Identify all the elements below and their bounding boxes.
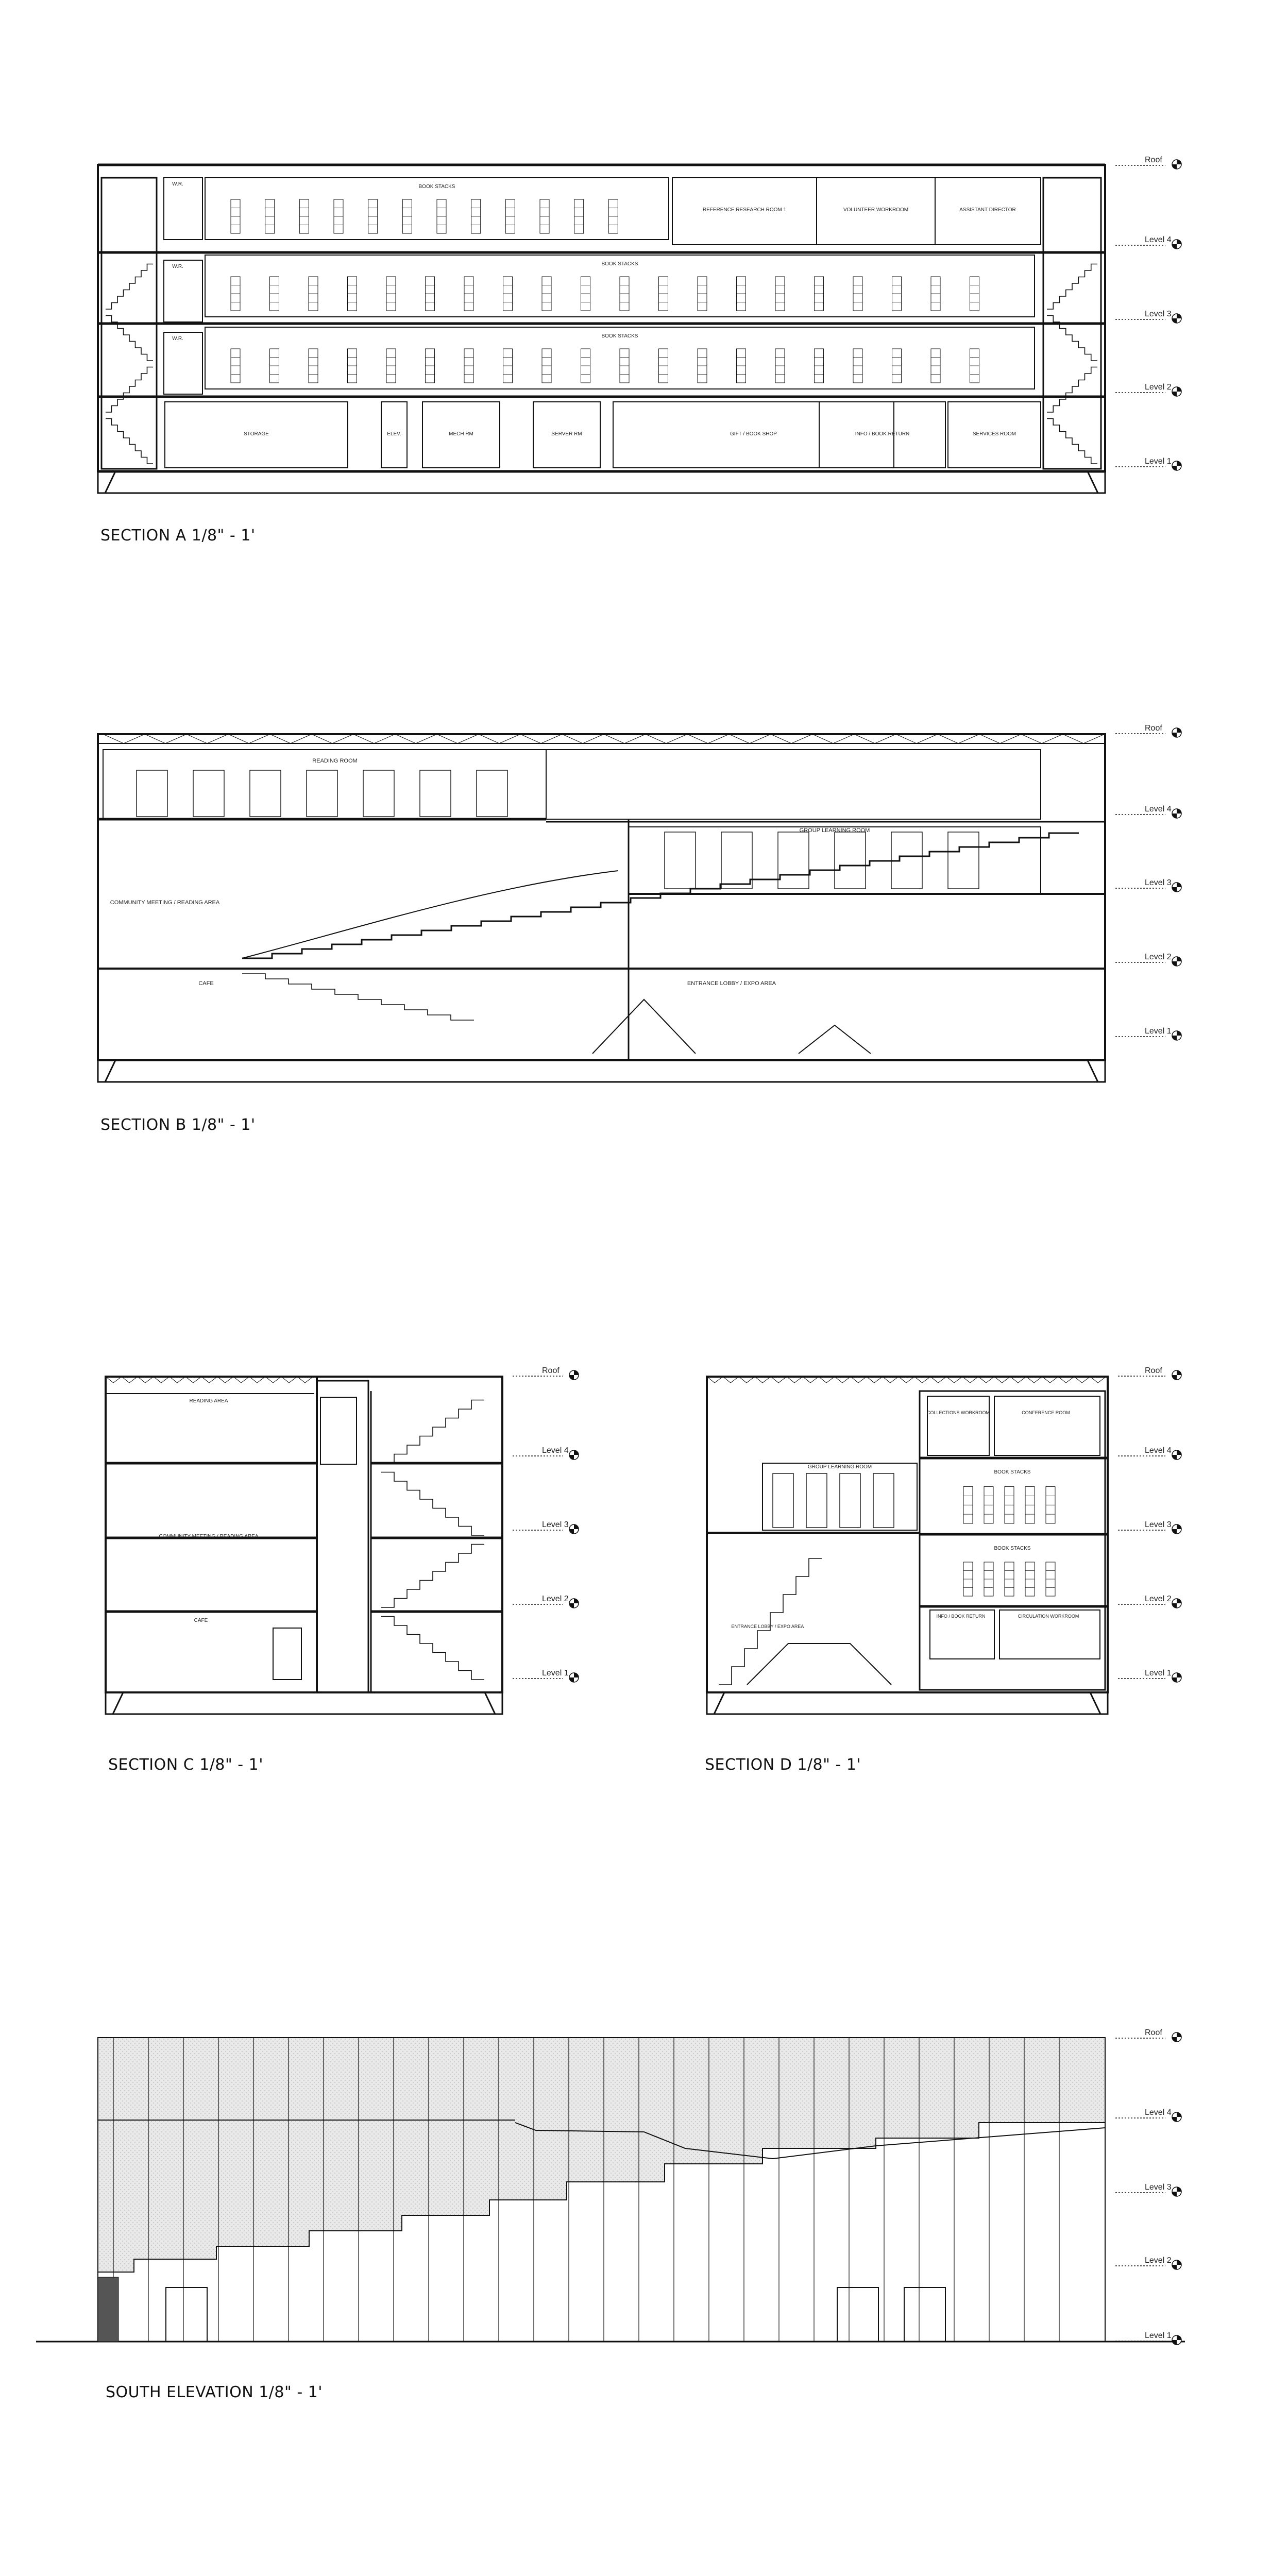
section-c-title: SECTION C 1/8" - 1' — [108, 1756, 264, 1774]
section-c-drawing — [106, 1377, 502, 1714]
level-label: Level 1 — [1145, 457, 1172, 466]
room-label: STORAGE — [244, 431, 269, 437]
wr-label: W.R. — [172, 264, 183, 269]
office-label: REFERENCE RESEARCH ROOM 1 — [702, 207, 787, 213]
level-marker-icon — [1172, 314, 1181, 323]
level-marker-icon — [1172, 2335, 1181, 2345]
level-marker-icon — [1172, 1673, 1181, 1682]
level-marker-icon — [1172, 957, 1181, 966]
section-d-levels — [1118, 1366, 1181, 1682]
section-a-title: SECTION A 1/8" - 1' — [100, 527, 256, 545]
level-marker-icon — [1172, 1031, 1181, 1040]
level-label: Level 3 — [542, 1520, 569, 1529]
level-label: Level 2 — [542, 1595, 569, 1603]
room-label: CONFERENCE ROOM — [1022, 1410, 1070, 1415]
level-label: Level 2 — [1145, 953, 1172, 961]
room-label: ENTRANCE LOBBY / EXPO AREA — [687, 980, 776, 987]
section-c-levels — [513, 1366, 579, 1682]
level-label: Level 4 — [1145, 805, 1172, 814]
level-marker-icon — [1172, 2032, 1181, 2042]
room-label: BOOK STACKS — [994, 1469, 1031, 1475]
level-label: Level 1 — [1145, 1027, 1172, 1036]
room-label: READING AREA — [189, 1398, 228, 1404]
room-label: GIFT / BOOK SHOP — [730, 431, 777, 437]
level-label: Level 2 — [1145, 1595, 1172, 1603]
book-stacks-label: BOOK STACKS — [418, 184, 455, 190]
room-label: COLLECTIONS WORKROOM — [926, 1410, 990, 1415]
level-marker-icon — [1172, 883, 1181, 892]
office-label: ASSISTANT DIRECTOR — [959, 207, 1016, 213]
level-label: Level 3 — [1145, 310, 1172, 318]
room-label: INFO / BOOK RETURN — [855, 431, 910, 437]
level-label: Level 4 — [1145, 1446, 1172, 1455]
level-marker-icon — [1172, 1450, 1181, 1460]
room-label: GROUP LEARNING ROOM — [807, 1464, 872, 1470]
office-label: VOLUNTEER WORKROOM — [843, 207, 909, 213]
level-marker-icon — [1172, 1599, 1181, 1608]
south-elevation-drawing — [36, 2038, 1185, 2342]
level-label: Level 4 — [542, 1446, 569, 1455]
room-label: SERVICES ROOM — [972, 431, 1016, 437]
room-label: CAFE — [198, 980, 214, 987]
room-label: COMMUNITY MEETING / READING AREA — [159, 1534, 259, 1539]
level-label: Level 2 — [1145, 383, 1172, 392]
room-label: CIRCULATION WORKROOM — [1018, 1614, 1079, 1619]
level-marker-icon — [1172, 728, 1181, 737]
room-label: SERVER RM — [551, 431, 582, 437]
section-b-title: SECTION B 1/8" - 1' — [100, 1116, 256, 1134]
level-label: Level 3 — [1145, 1520, 1172, 1529]
level-label: Roof — [1145, 724, 1162, 733]
level-label: Level 1 — [1145, 2331, 1172, 2340]
level-marker-icon — [569, 1673, 579, 1682]
level-marker-icon — [1172, 240, 1181, 249]
level-label: Level 2 — [1145, 2256, 1172, 2265]
level-marker-icon — [1172, 2187, 1181, 2196]
room-label: CAFE — [194, 1618, 208, 1623]
level-marker-icon — [1172, 461, 1181, 470]
level-marker-icon — [569, 1524, 579, 1534]
room-label: INFO / BOOK RETURN — [936, 1614, 986, 1619]
section-d-drawing — [707, 1377, 1108, 1714]
section-a-levels — [1115, 156, 1181, 470]
level-marker-icon — [1172, 160, 1181, 169]
level-label: Roof — [1145, 1366, 1162, 1375]
section-b-drawing — [98, 734, 1105, 1082]
level-marker-icon — [1172, 387, 1181, 396]
south-elevation-levels — [1115, 2028, 1181, 2345]
level-label: Level 3 — [1145, 2183, 1172, 2192]
level-label: Level 4 — [1145, 235, 1172, 244]
level-label: Level 3 — [1145, 878, 1172, 887]
room-label: ELEV. — [387, 431, 401, 437]
wr-label: W.R. — [172, 336, 183, 342]
level-marker-icon — [1172, 2260, 1181, 2269]
room-label: COMMUNITY MEETING / READING AREA — [110, 900, 220, 906]
level-label: Roof — [1145, 156, 1162, 164]
section-a-drawing — [98, 165, 1105, 493]
level-marker-icon — [569, 1450, 579, 1460]
level-marker-icon — [569, 1370, 579, 1380]
level-label: Roof — [542, 1366, 560, 1375]
book-stacks-label: BOOK STACKS — [601, 333, 638, 339]
room-label: READING ROOM — [312, 758, 358, 764]
wr-label: W.R. — [172, 181, 183, 187]
level-label: Level 1 — [1145, 1669, 1172, 1677]
level-marker-icon — [1172, 1370, 1181, 1380]
room-label: MECH RM — [449, 431, 473, 437]
room-label: GROUP LEARNING ROOM — [799, 827, 870, 834]
section-d-title: SECTION D 1/8" - 1' — [705, 1756, 861, 1774]
section-b-levels — [1115, 724, 1181, 1040]
level-label: Roof — [1145, 2028, 1162, 2037]
level-marker-icon — [569, 1599, 579, 1608]
south-elevation-title: SOUTH ELEVATION 1/8" - 1' — [106, 2383, 323, 2401]
level-marker-icon — [1172, 1524, 1181, 1534]
room-label: BOOK STACKS — [994, 1546, 1031, 1551]
level-marker-icon — [1172, 809, 1181, 818]
level-label: Level 4 — [1145, 2108, 1172, 2117]
level-label: Level 1 — [542, 1669, 569, 1677]
level-marker-icon — [1172, 2112, 1181, 2122]
room-label: ENTRANCE LOBBY / EXPO AREA — [731, 1624, 804, 1629]
book-stacks-label: BOOK STACKS — [601, 261, 638, 267]
